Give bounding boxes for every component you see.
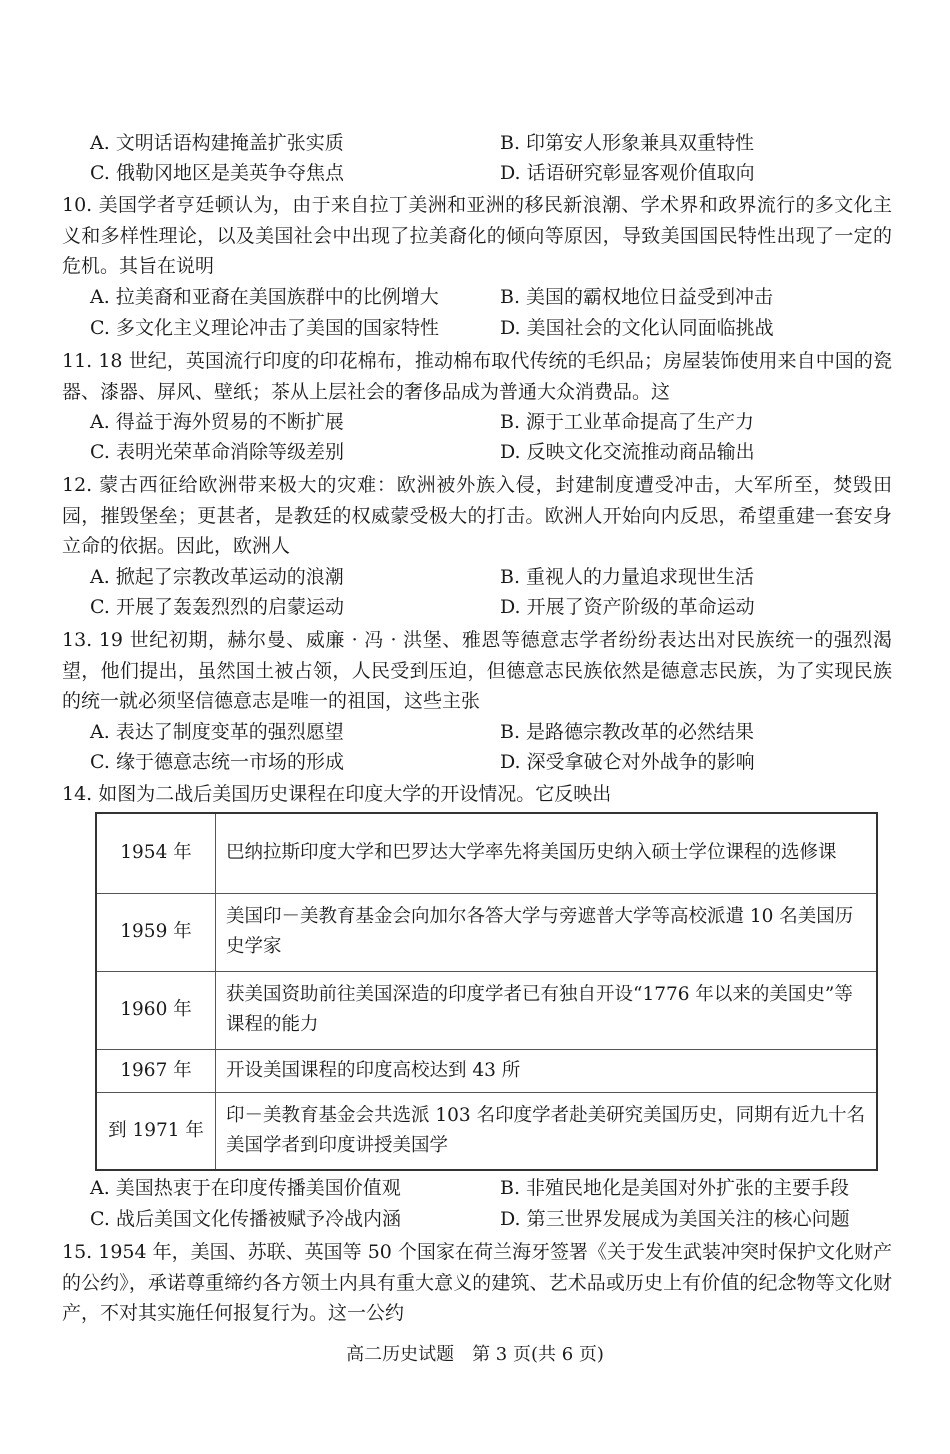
q11-option-c: C. 表明光荣革命消除等级差别 xyxy=(90,441,344,463)
table-row xyxy=(96,813,877,893)
q13-option-b: B. 是路德宗教改革的必然结果 xyxy=(500,721,755,743)
table-row xyxy=(96,893,877,971)
q9-option-d: D. 话语研究彰显客观价值取向 xyxy=(500,162,755,184)
q9-option-b: B. 印第安人形象兼具双重特性 xyxy=(500,132,755,154)
q12-stem: 12. 蒙古西征给欧洲带来极大的灾难：欧洲被外族入侵，封建制度遭受冲击，大军所至，焚毁田园，摧毁堡垒；更甚者，是教廷的权威蒙受极大的打击。欧洲人开始向内反思，希望重建一套安身立命的依据。因此，欧洲人 xyxy=(62,474,892,557)
table-year-cell: 1967 年 xyxy=(96,1049,216,1092)
q9-option-a: A. 文明话语构建掩盖扩张实质 xyxy=(90,132,344,154)
q11-option-a: A. 得益于海外贸易的不断扩展 xyxy=(90,411,344,433)
table-row xyxy=(96,1049,877,1092)
q10-option-d: D. 美国社会的文化认同面临挑战 xyxy=(500,317,774,339)
table-year-cell: 1959 年 xyxy=(96,893,216,971)
table-row xyxy=(96,971,877,1049)
q10-stem: 10. 美国学者亨廷顿认为，由于来自拉丁美洲和亚洲的移民新浪潮、学术界和政界流行的多文化主义和多样性理论，以及美国社会中出现了拉美裔化的倾向等原因，导致美国国民特性出现了一定的危机。其旨在说明 xyxy=(62,194,892,277)
table-text-cell: 美国印－美教育基金会向加尔各答大学与旁遮普大学等高校派遣 10 名美国历史学家 xyxy=(216,893,878,971)
page-footer: 高二历史试题 第 3 页(共 6 页) xyxy=(346,1344,604,1365)
q12-option-d: D. 开展了资产阶级的革命运动 xyxy=(500,596,755,618)
q11-option-b: B. 源于工业革命提高了生产力 xyxy=(500,411,755,433)
q13-stem: 13. 19 世纪初期，赫尔曼、威廉 · 冯 · 洪堡、雅恩等德意志学者纷纷表达出对民族统一的强烈渴望，他们提出，虽然国土被占领，人民受到压迫，但德意志民族依然是德意志民族，为了实现民族的统一就必须坚信德意志是唯一的祖国，这些主张 xyxy=(62,629,892,712)
q15-stem: 15. 1954 年，美国、苏联、英国等 50 个国家在荷兰海牙签署《关于发生武装冲突时保护文化财产的公约》，承诺尊重缔约各方领土内具有重大意义的建筑、艺术品或历史上有价值的纪念物等文化财产，不对其实施任何报复行为。这一公约 xyxy=(62,1241,892,1324)
table-text-cell: 巴纳拉斯印度大学和巴罗达大学率先将美国历史纳入硕士学位课程的选修课 xyxy=(216,813,878,893)
table-year-cell: 1954 年 xyxy=(96,813,216,893)
table-text-cell: 获美国资助前往美国深造的印度学者已有独自开设“1776 年以来的美国史”等课程的能力 xyxy=(216,971,878,1049)
q12-option-c: C. 开展了轰轰烈烈的启蒙运动 xyxy=(90,596,344,618)
table-text-cell: 开设美国课程的印度高校达到 43 所 xyxy=(216,1049,878,1092)
q14-table xyxy=(95,812,878,1171)
q11-option-d: D. 反映文化交流推动商品输出 xyxy=(500,441,755,463)
q10-option-a: A. 拉美裔和亚裔在美国族群中的比例增大 xyxy=(90,286,439,308)
q11-stem: 11. 18 世纪，英国流行印度的印花棉布，推动棉布取代传统的毛织品；房屋装饰使用来自中国的瓷器、漆器、屏风、壁纸；茶从上层社会的奢侈品成为普通大众消费品。这 xyxy=(62,350,892,403)
q12-option-a: A. 掀起了宗教改革运动的浪潮 xyxy=(90,566,344,588)
table-text-cell: 印－美教育基金会共选派 103 名印度学者赴美研究美国历史，同期有近九十名美国学者到印度讲授美国学 xyxy=(216,1092,878,1170)
q13-option-a: A. 表达了制度变革的强烈愿望 xyxy=(90,721,344,743)
q10-option-b: B. 美国的霸权地位日益受到冲击 xyxy=(500,286,774,308)
q13-option-d: D. 深受拿破仑对外战争的影响 xyxy=(500,751,755,773)
table-year-cell: 1960 年 xyxy=(96,971,216,1049)
table-row xyxy=(96,1092,877,1170)
q14-option-d: D. 第三世界发展成为美国关注的核心问题 xyxy=(500,1208,850,1230)
q13-option-c: C. 缘于德意志统一市场的形成 xyxy=(90,751,344,773)
q9-option-c: C. 俄勒冈地区是美英争夺焦点 xyxy=(90,162,344,184)
q14-option-b: B. 非殖民地化是美国对外扩张的主要手段 xyxy=(500,1177,850,1199)
q14-option-a: A. 美国热衷于在印度传播美国价值观 xyxy=(90,1177,401,1199)
q14-option-c: C. 战后美国文化传播被赋予冷战内涵 xyxy=(90,1208,401,1230)
q12-option-b: B. 重视人的力量追求现世生活 xyxy=(500,566,755,588)
table-year-cell: 到 1971 年 xyxy=(96,1092,216,1170)
q10-option-c: C. 多文化主义理论冲击了美国的国家特性 xyxy=(90,317,439,339)
q14-stem: 14. 如图为二战后美国历史课程在印度大学的开设情况。它反映出 xyxy=(62,783,612,805)
